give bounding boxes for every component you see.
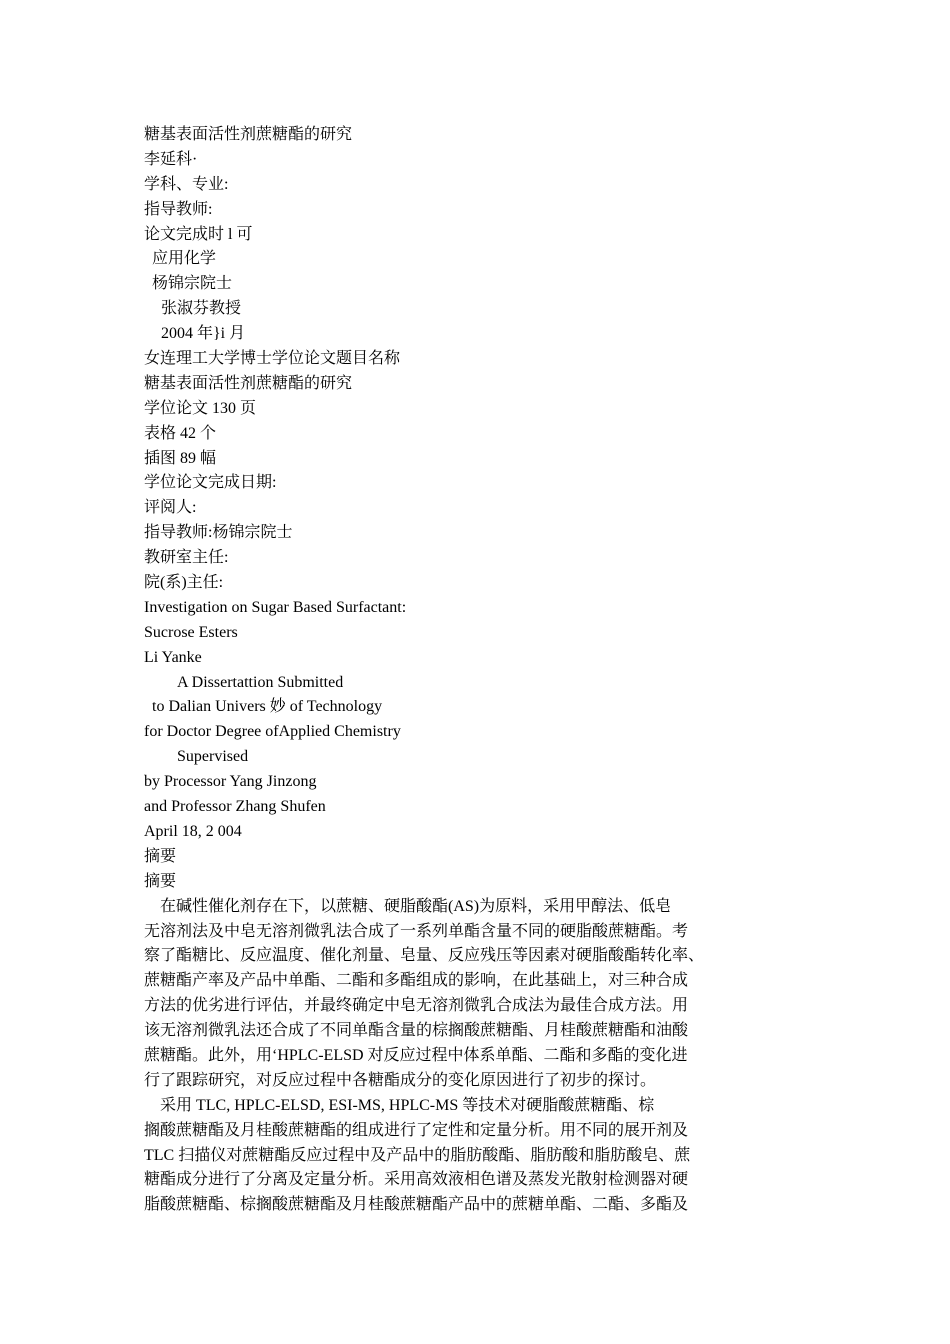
english-title-line-2: Sucrose Esters — [144, 623, 238, 641]
record-reviewer: 评阅人: — [144, 499, 197, 517]
record-thesis-title: 糖基表面活性剂蔗糖酯的研究 — [144, 374, 353, 392]
english-line-2: to Dalian Univers 妙 of Technology — [152, 698, 383, 716]
abstract-para1-line: 蔗糖酯产率及产品中单酯、二酯和多酯组成的影响，在此基础上，对三种合成 — [144, 972, 689, 990]
record-section-head: 教研室主任: — [144, 549, 229, 567]
author-cn: 李延科· — [144, 150, 198, 168]
record-pages: 学位论文 130 页 — [144, 399, 257, 417]
abstract-para2-line: 采用 TLC, HPLC-ELSD, ESI-MS, HPLC-MS 等技术对硬脂酸蔗糖酯、棕 — [160, 1096, 655, 1114]
value-advisor-2: 张淑芬教授 — [161, 300, 242, 318]
record-dept-head: 院(系)主任: — [144, 574, 224, 592]
label-advisor: 指导教师: — [144, 200, 213, 218]
abstract-para2-line: 搁酸蔗糖酯及月桂酸蔗糖酯的组成进行了定性和定量分析。用不同的展开剂及 — [144, 1121, 689, 1139]
english-date: April 18, 2 004 — [144, 822, 242, 840]
abstract-para1-line: 方法的优劣进行评估，并最终确定中皂无溶剂微乳合成法为最佳合成方法。用 — [144, 997, 689, 1015]
abstract-para2-line: TLC 扫描仪对蔗糖酯反应过程中及产品中的脂肪酸酯、脂肪酸和脂肪酸皂、蔗 — [144, 1146, 691, 1164]
record-figures: 插图 89 幅 — [144, 449, 217, 467]
record-tables: 表格 42 个 — [144, 424, 217, 442]
english-author: Li Yanke — [144, 648, 202, 666]
english-line-3: for Doctor Degree ofApplied Chemistry — [144, 723, 401, 741]
english-line-5: by Processor Yang Jinzong — [144, 773, 317, 791]
university-heading: 女连理工大学博士学位论文题目名称 — [144, 350, 401, 368]
value-advisor-1: 杨锦宗院士 — [152, 275, 233, 293]
english-line-6: and Professor Zhang Shufen — [144, 798, 326, 816]
record-advisor: 指导教师:杨锦宗院士 — [144, 524, 293, 542]
abstract-heading-2: 摘要 — [144, 872, 177, 890]
abstract-para1-line: 行了跟踪研究，对反应过程中各糖酯成分的变化原因进行了初步的探讨。 — [144, 1071, 657, 1089]
english-title-line-1: Investigation on Sugar Based Surfactant: — [144, 598, 407, 616]
abstract-para1-line: 无溶剂法及中皂无溶剂微乳法合成了一系列单酯含量不同的硬脂酸蔗糖酯。考 — [144, 922, 689, 940]
abstract-para2-line: 糖酯成分进行了分离及定量分析。采用高效液相色谱及蒸发光散射检测器对硬 — [144, 1171, 689, 1189]
record-completion-date: 学位论文完成日期: — [144, 474, 277, 492]
english-line-4: Supervised — [177, 748, 249, 766]
value-date: 2004 年}i 月 — [161, 325, 246, 343]
document-page — [144, 123, 744, 1218]
value-discipline: 应用化学 — [152, 250, 217, 268]
abstract-para1-line: 察了酯糖比、反应温度、催化剂量、皂量、反应残压等因素对硬脂酸酯转化率、 — [144, 947, 705, 965]
abstract-heading-1: 摘要 — [144, 847, 177, 865]
abstract-para1-line: 蔗糖酯。此外，用‘HPLC-ELSD 对反应过程中体系单酯、二酯和多酯的变化进 — [144, 1046, 688, 1064]
label-completion-time: 论文完成时 l 可 — [144, 225, 253, 243]
abstract-para2-line: 脂酸蔗糖酯、棕搁酸蔗糖酯及月桂酸蔗糖酯产品中的蔗糖单酯、二酯、多酯及 — [144, 1196, 689, 1214]
abstract-para1-line: 该无溶剂微乳法还合成了不同单酯含量的棕搁酸蔗糖酯、月桂酸蔗糖酯和油酸 — [144, 1022, 689, 1040]
abstract-para1-line: 在碱性催化剂存在下，以蔗糖、硬脂酸酯(AS)为原料，采用甲醇法、低皂 — [160, 897, 672, 915]
english-line-1: A Dissertattion Submitted — [177, 673, 344, 691]
thesis-title-cn: 糖基表面活性剂蔗糖酯的研究 — [144, 126, 353, 143]
label-discipline: 学科、专业: — [144, 175, 229, 193]
